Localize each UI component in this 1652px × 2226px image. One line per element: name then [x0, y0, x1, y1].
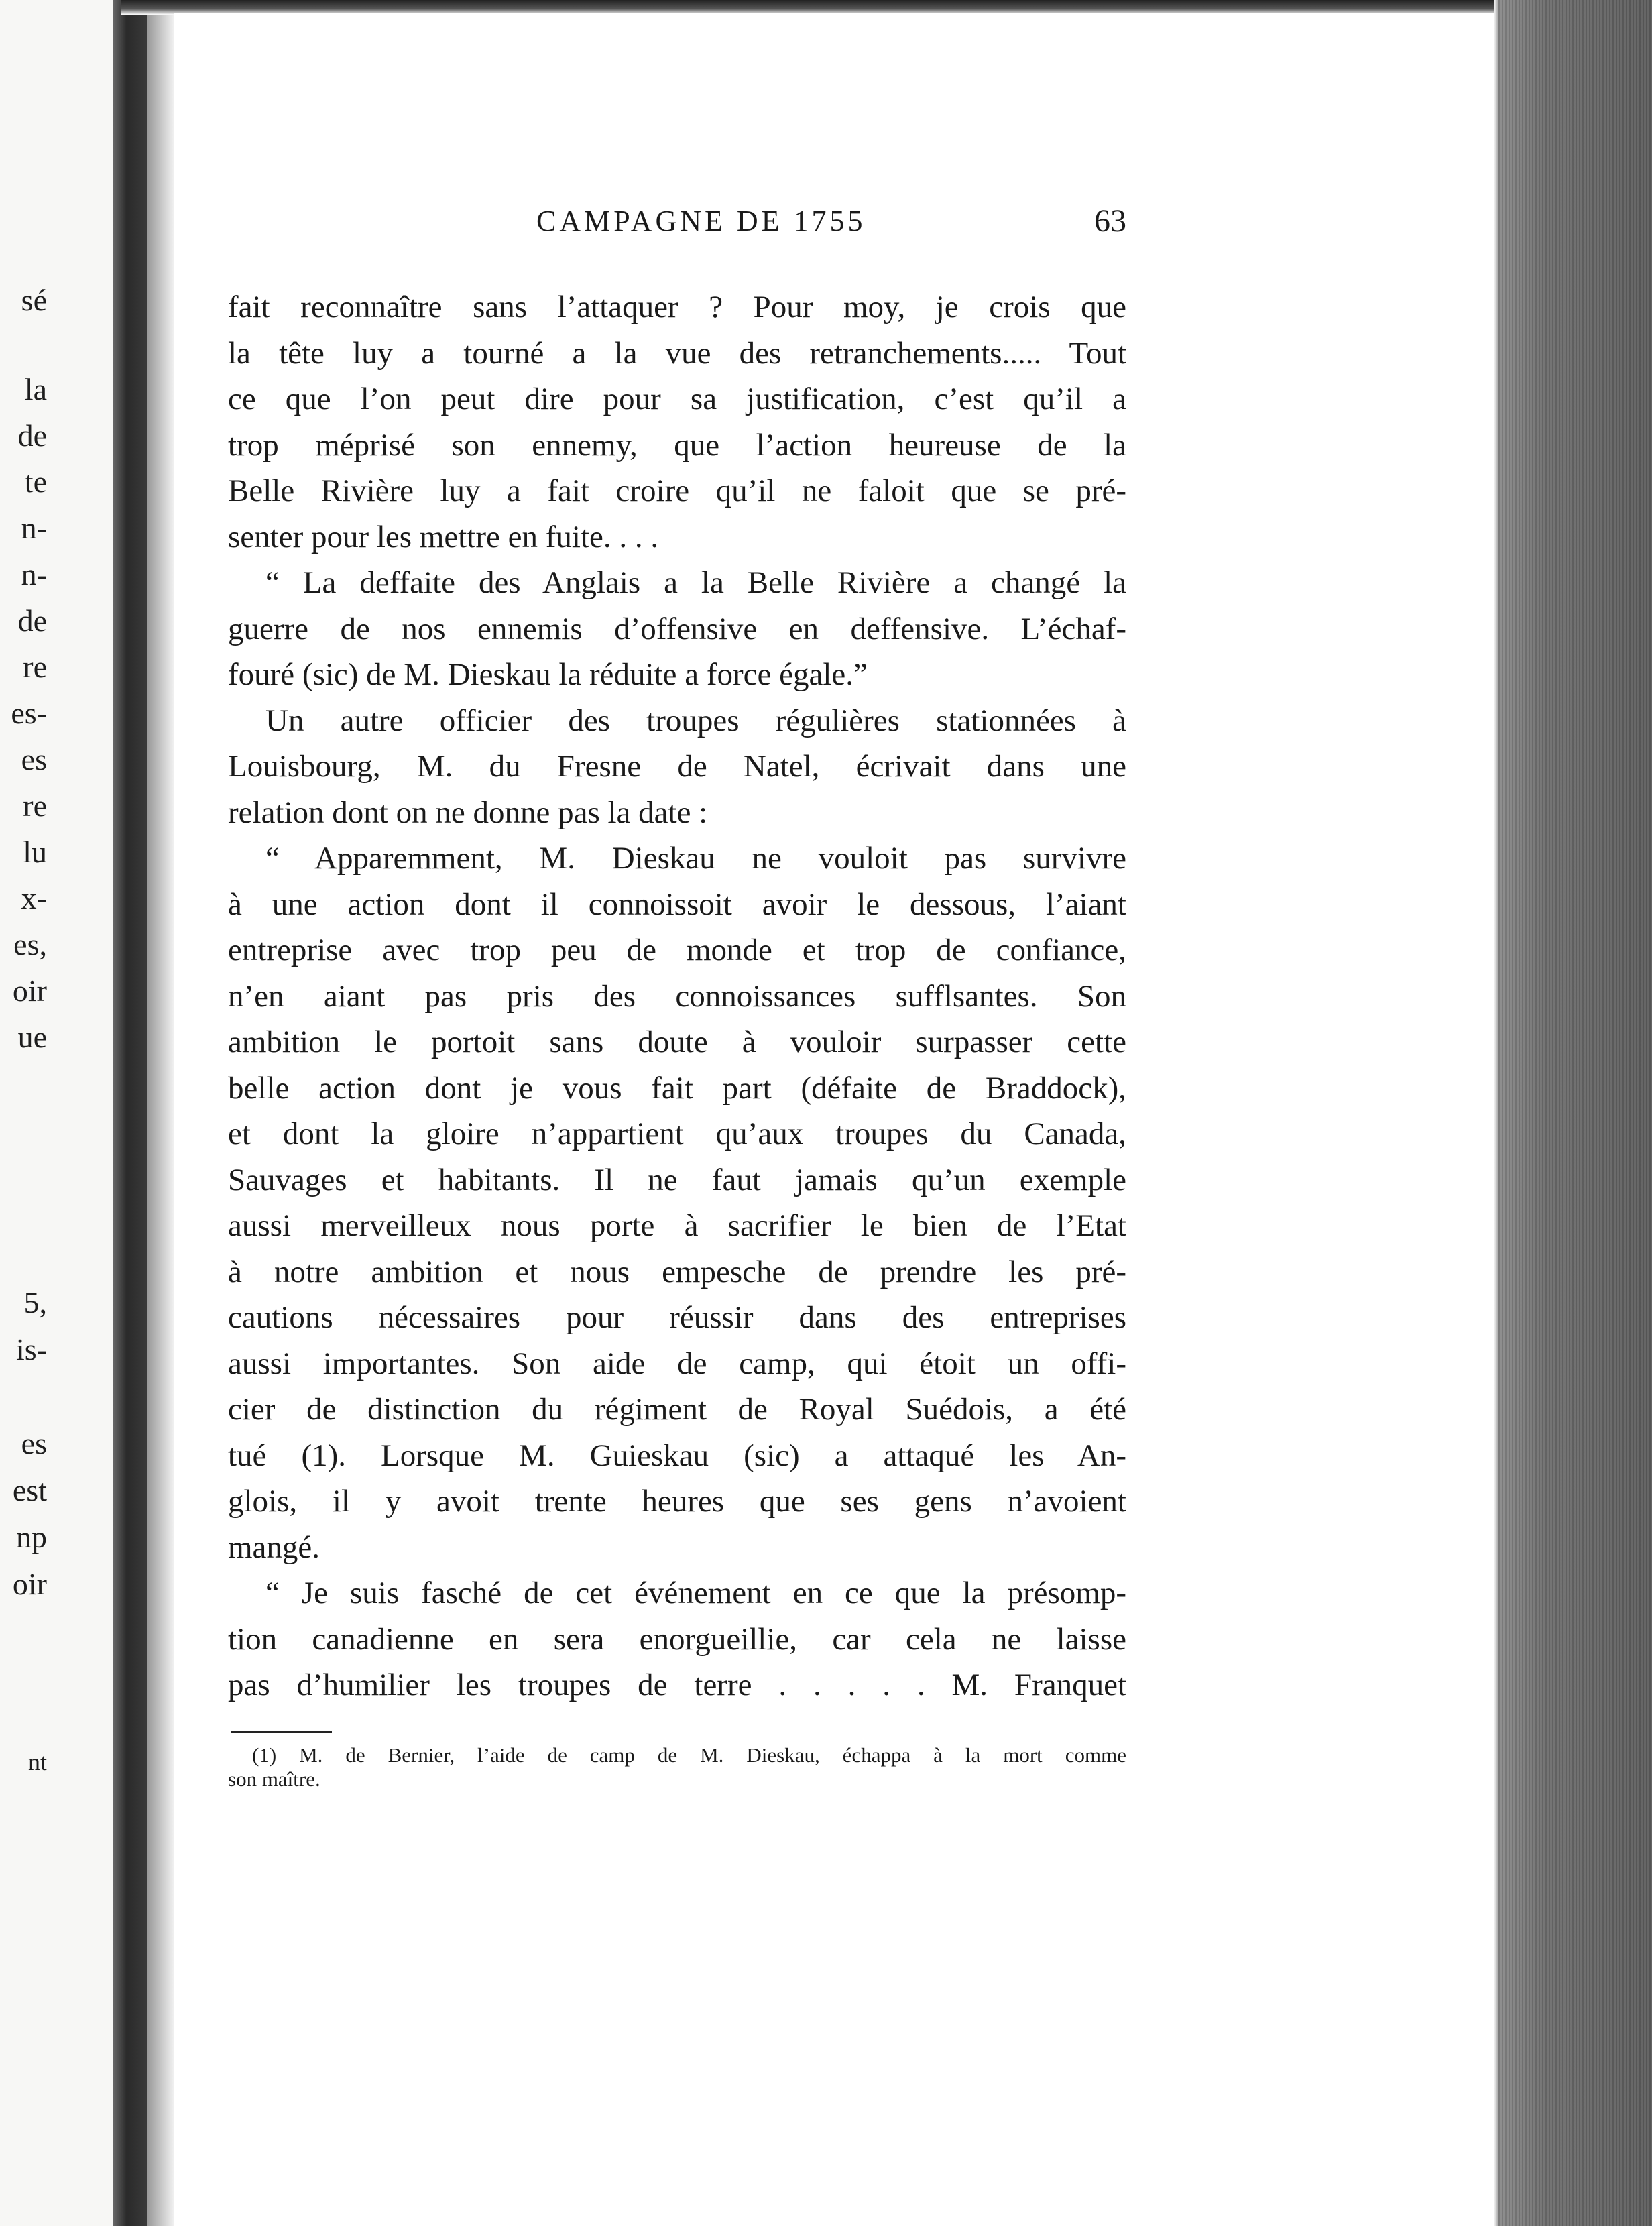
- text-line: aussi importantes. Son aide de camp, qui étoit un offi-: [228, 1346, 1126, 1381]
- running-head: [228, 201, 1126, 248]
- left-margin-fragment: la: [24, 372, 47, 406]
- left-margin-fragment: de: [17, 603, 47, 638]
- left-margin-fragment: n-: [21, 511, 47, 545]
- text-line: fait reconnaître sans l’attaquer ? Pour moy, je crois que: [228, 290, 1126, 325]
- text-line: senter pour les mettre en fuite. . . .: [228, 519, 659, 554]
- text-line: Louisbourg, M. du Fresne de Natel, écrivait dans une: [228, 749, 1126, 784]
- text-line: à notre ambition et nous empesche de prendre les pré-: [228, 1254, 1126, 1289]
- text-line: mangé.: [228, 1529, 320, 1565]
- left-margin-fragment: es,: [13, 927, 47, 961]
- book-gutter-shadow: [113, 0, 148, 2226]
- footnote: [228, 1743, 1126, 1792]
- left-margin-fragment: is-: [16, 1332, 47, 1366]
- scanner-background: [1498, 0, 1652, 2226]
- footnote-rule: [231, 1731, 332, 1733]
- text-line: ambition le portoit sans doute à vouloir surpasser cette: [228, 1024, 1126, 1059]
- left-margin-fragment: oir: [12, 1567, 47, 1601]
- text-line: pas d’humilier les troupes de terre . . . . . M. Franquet: [228, 1667, 1126, 1702]
- text-line: et dont la gloire n’appartient qu’aux troupes du Canada,: [228, 1116, 1126, 1151]
- left-margin-fragment: sé: [21, 283, 47, 317]
- left-margin-fragment: nt: [27, 1749, 47, 1775]
- text-line: Un autre officier des troupes régulières stationnées à: [266, 703, 1126, 738]
- left-margin-fragment: est: [12, 1473, 47, 1507]
- left-margin-fragment: re: [23, 788, 47, 823]
- left-margin-fragment: es: [21, 1426, 47, 1460]
- text-line: tion canadienne en sera enorgueillie, car cela ne laisse: [228, 1621, 1126, 1657]
- left-margin-fragment: oir: [12, 974, 47, 1008]
- left-margin-fragment: es: [21, 742, 47, 776]
- text-line: “ La deffaite des Anglais a la Belle Rivière a changé la: [266, 565, 1126, 600]
- text-line: cautions nécessaires pour réussir dans des entreprises: [228, 1300, 1126, 1335]
- footnote-line: (1) M. de Bernier, l’aide de camp de M. Dieskau, échappa à la mort comme: [252, 1743, 1126, 1767]
- page-number: 63: [1094, 203, 1126, 239]
- text-line: entreprise avec trop peu de monde et trop de confiance,: [228, 933, 1126, 968]
- text-line: “ Apparemment, M. Dieskau ne vouloit pas survivre: [266, 841, 1126, 876]
- page-top-edge: [121, 0, 1502, 15]
- running-head-title: CAMPAGNE DE 1755: [536, 204, 866, 237]
- left-margin-fragment: ue: [17, 1020, 47, 1054]
- text-line: glois, il y avoit trente heures que ses gens n’avoient: [228, 1484, 1126, 1519]
- text-line: relation dont on ne donne pas la date :: [228, 795, 708, 830]
- footnote-line: son maître.: [228, 1767, 320, 1791]
- text-line: ce que l’on peut dire pour sa justification, c’est qu’il a: [228, 382, 1126, 416]
- text-line: aussi merveilleux nous porte à sacrifier le bien de l’Etat: [228, 1208, 1126, 1243]
- left-margin-fragment: n-: [21, 557, 47, 591]
- left-margin-fragment: te: [24, 465, 47, 499]
- left-margin-fragment: de: [17, 418, 47, 453]
- left-margin-fragment: x-: [21, 881, 47, 915]
- text-line: “ Je suis fasché de cet événement en ce que la présomp-: [266, 1576, 1126, 1610]
- left-margin-fragment: lu: [23, 835, 47, 869]
- text-line: à une action dont il connoissoit avoir le dessous, l’aiant: [228, 886, 1126, 922]
- text-line: guerre de nos ennemis d’offensive en deffensive. L’échaf-: [228, 611, 1126, 646]
- text-line: Belle Rivière luy a fait croire qu’il ne faloit que se pré-: [228, 473, 1126, 508]
- text-line: belle action dont je vous fait part (défaite de Braddock),: [228, 1070, 1126, 1106]
- previous-page-fragment: [0, 0, 113, 2226]
- text-line: trop méprisé son ennemy, que l’action heureuse de la: [228, 427, 1126, 463]
- left-margin-fragment: es-: [11, 696, 47, 730]
- left-margin-fragment: 5,: [23, 1285, 47, 1320]
- text-line: n’en aiant pas pris des connoissances sufflsantes. Son: [228, 978, 1126, 1014]
- book-gutter-fade: [148, 0, 174, 2226]
- text-line: fouré (sic) de M. Dieskau la réduite a force égale.”: [228, 657, 868, 692]
- text-line: tué (1). Lorsque M. Guieskau (sic) a attaqué les An-: [228, 1438, 1126, 1473]
- left-margin-fragment: re: [23, 650, 47, 684]
- body-text: [228, 284, 1126, 1708]
- text-line: Sauvages et habitants. Il ne faut jamais qu’un exemple: [228, 1162, 1126, 1197]
- text-line: cier de distinction du régiment de Royal Suédois, a été: [228, 1392, 1126, 1427]
- left-margin-fragment: np: [16, 1520, 47, 1554]
- text-line: la tête luy a tourné a la vue des retranchements..... Tout: [228, 335, 1126, 371]
